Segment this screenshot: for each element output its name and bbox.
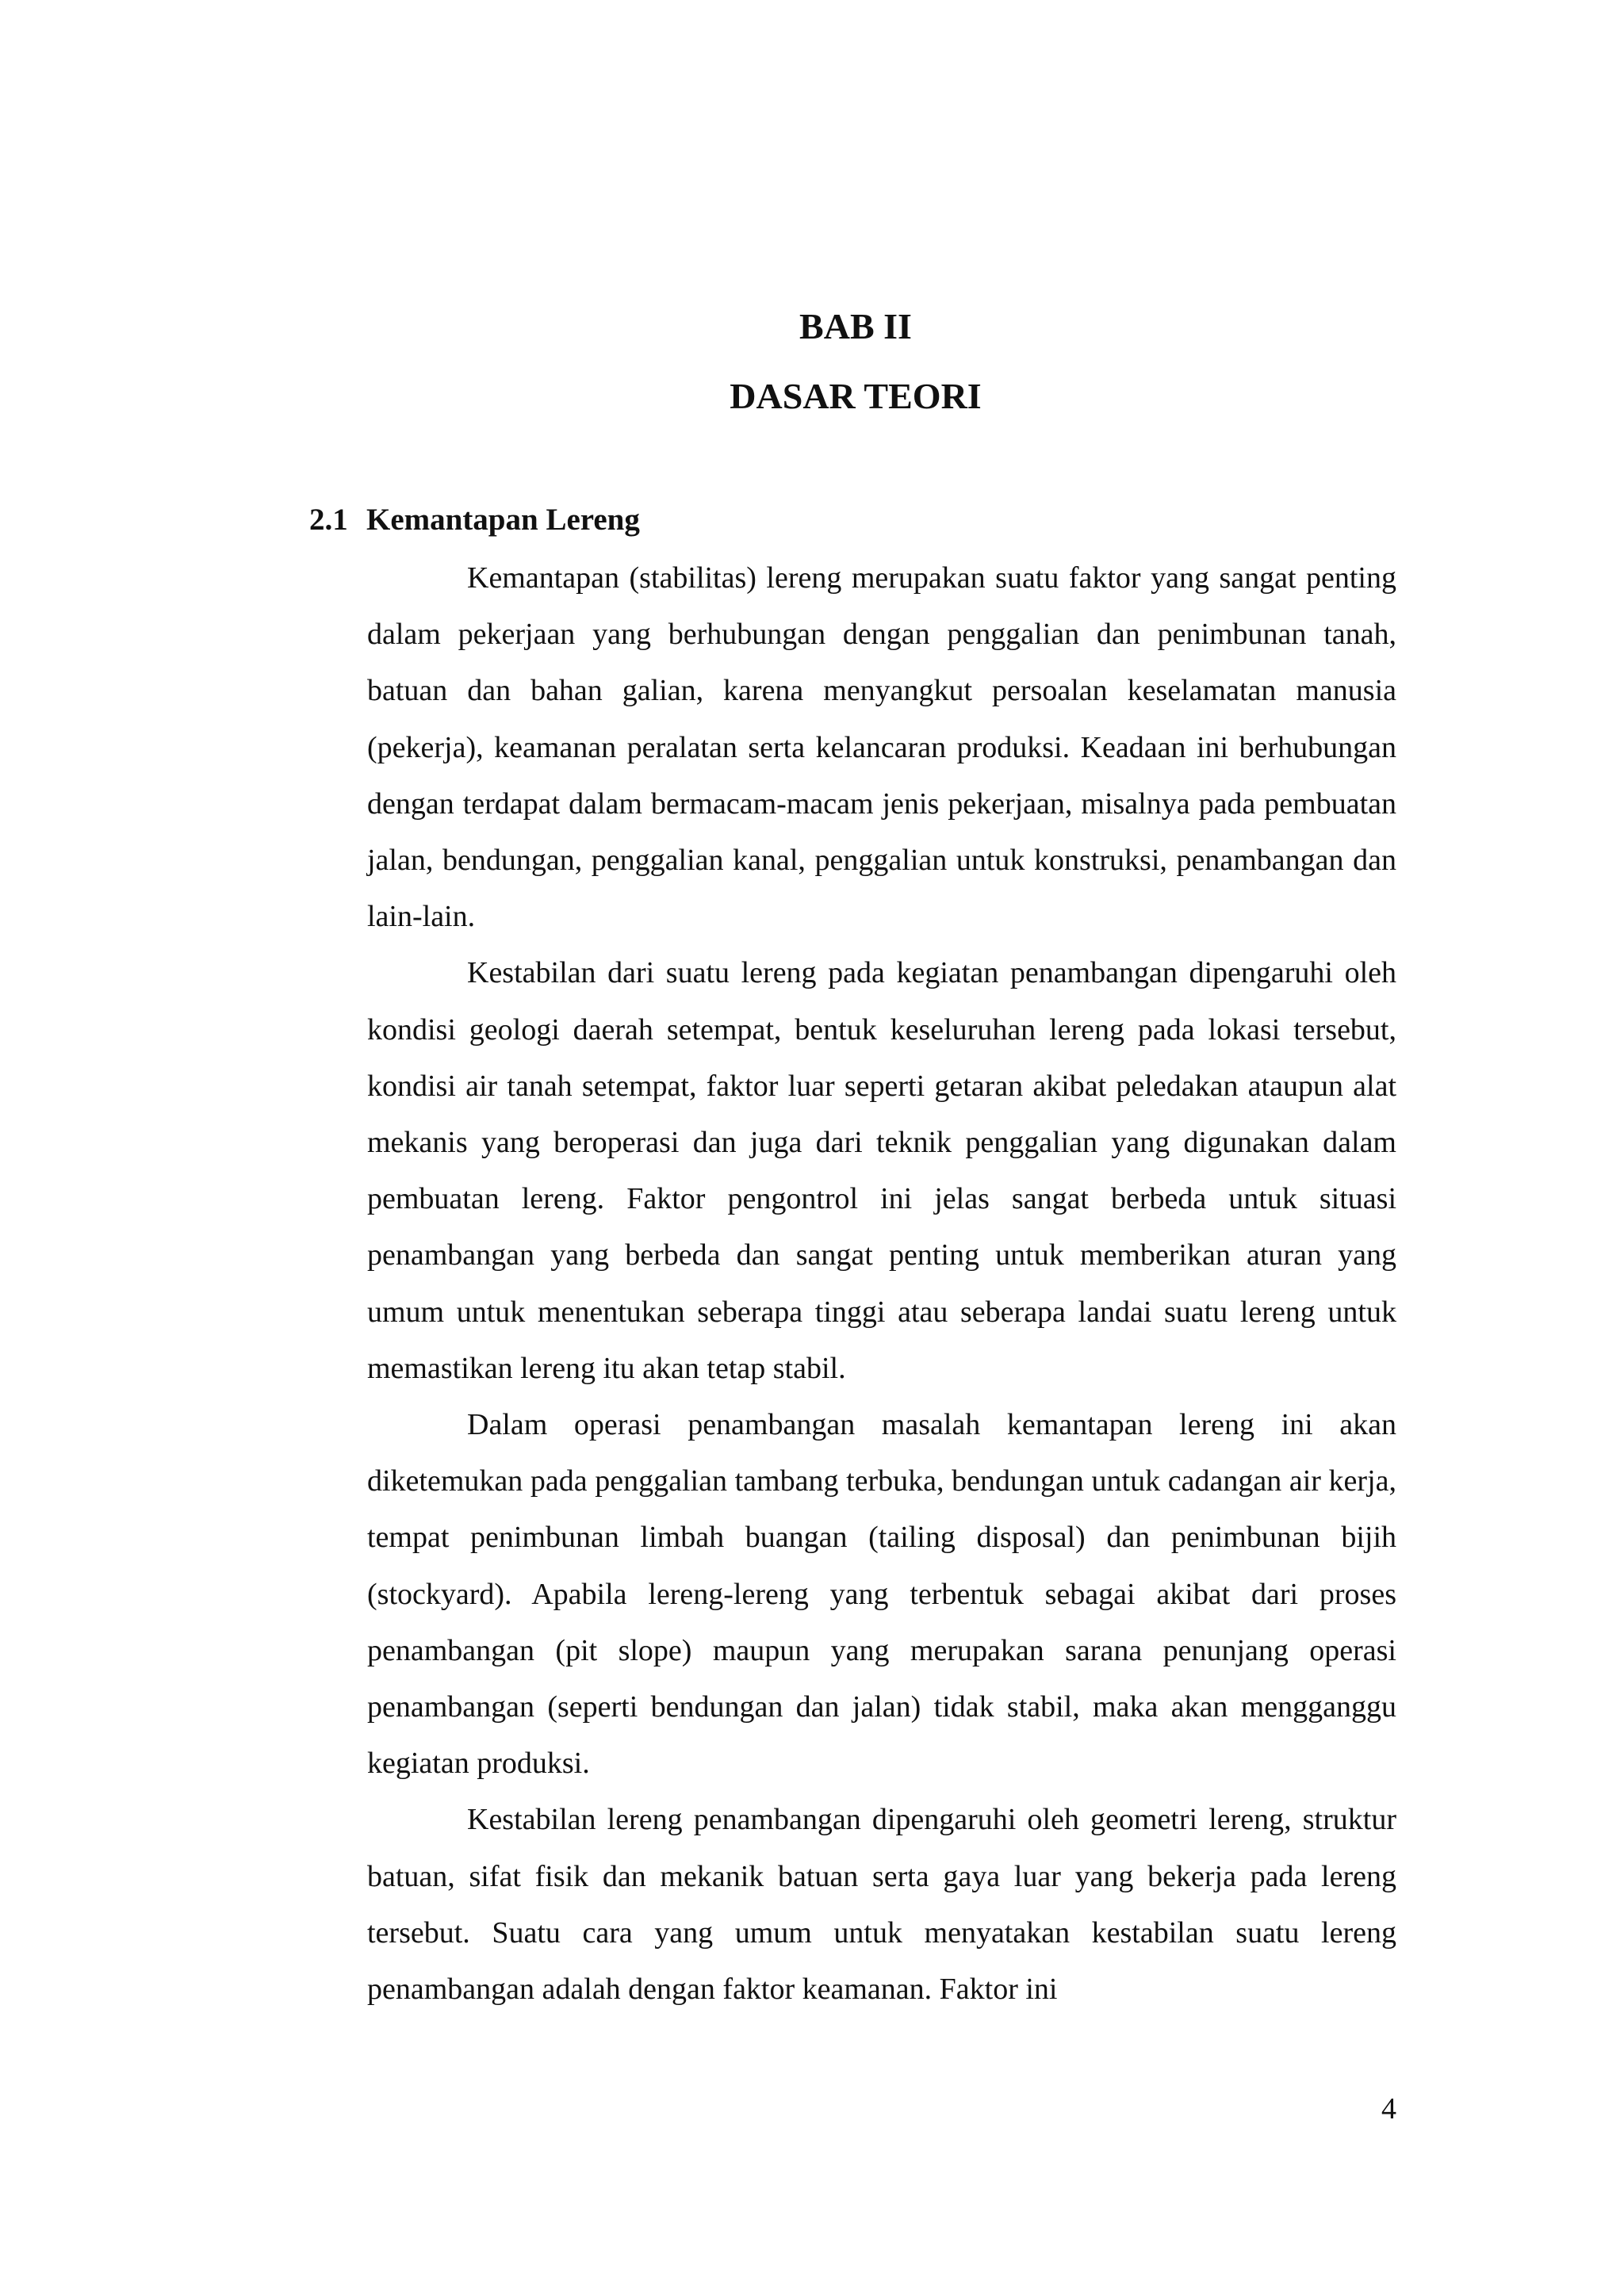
paragraph: Kemantapan (stabilitas) lereng merupakan suatu faktor yang sangat penting dalam pekerjaan yang berhubungan dengan penggalian dan penimbunan tanah, batuan dan bahan galian, karena menyangkut persoalan keselamatan manusia (pekerja), keamanan peralatan serta kelancaran produksi. Keadaan ini berhubungan dengan terdapat dalam bermacam-macam jenis pekerjaan, misalnya pada pembuatan jalan, bendungan, penggalian kanal, penggalian untuk konstruksi, penambangan dan lain-lain. xyxy=(367,561,1396,934)
section-title: Kemantapan Lereng xyxy=(366,503,640,537)
section-heading xyxy=(309,496,640,544)
paragraph: Kestabilan lereng penambangan dipengaruhi oleh geometri lereng, struktur batuan, sifat fisik dan mekanik batuan serta gaya luar yang bekerja pada lereng tersebut. Suatu cara yang umum untuk menyatakan kestabilan suatu lereng penambangan adalah dengan faktor keamanan. Faktor ini xyxy=(367,1803,1396,2007)
page-number: 4 xyxy=(1381,2092,1396,2126)
body-text xyxy=(367,550,1396,2018)
paragraph: Kestabilan dari suatu lereng pada kegiatan penambangan dipengaruhi oleh kondisi geologi daerah setempat, bentuk keseluruhan lereng pada lokasi tersebut, kondisi air tanah setempat, faktor luar seperti getaran akibat peledakan ataupun alat mekanis yang beroperasi dan juga dari teknik penggalian yang digunakan dalam pembuatan lereng. Faktor pengontrol ini jelas sangat berbeda untuk situasi penambangan yang berbeda dan sangat penting untuk memberikan aturan yang umum untuk menentukan seberapa tinggi atau seberapa landai suatu lereng untuk memastikan lereng itu akan tetap stabil. xyxy=(367,956,1396,1385)
chapter-number: BAB II xyxy=(799,306,912,346)
chapter-title: DASAR TEORI xyxy=(730,376,982,416)
paragraph: Dalam operasi penambangan masalah kemantapan lereng ini akan diketemukan pada penggalian tambang terbuka, bendungan untuk cadangan air kerja, tempat penimbunan limbah buangan (tailing disposal) dan penimbunan bijih (stockyard). Apabila lereng-lereng yang terbentuk sebagai akibat dari proses penambangan (pit slope) maupun yang merupakan sarana penunjang operasi penambangan (seperti bendungan dan jalan) tidak stabil, maka akan mengganggu kegiatan produksi. xyxy=(367,1408,1396,1781)
section-number: 2.1 xyxy=(309,503,348,537)
